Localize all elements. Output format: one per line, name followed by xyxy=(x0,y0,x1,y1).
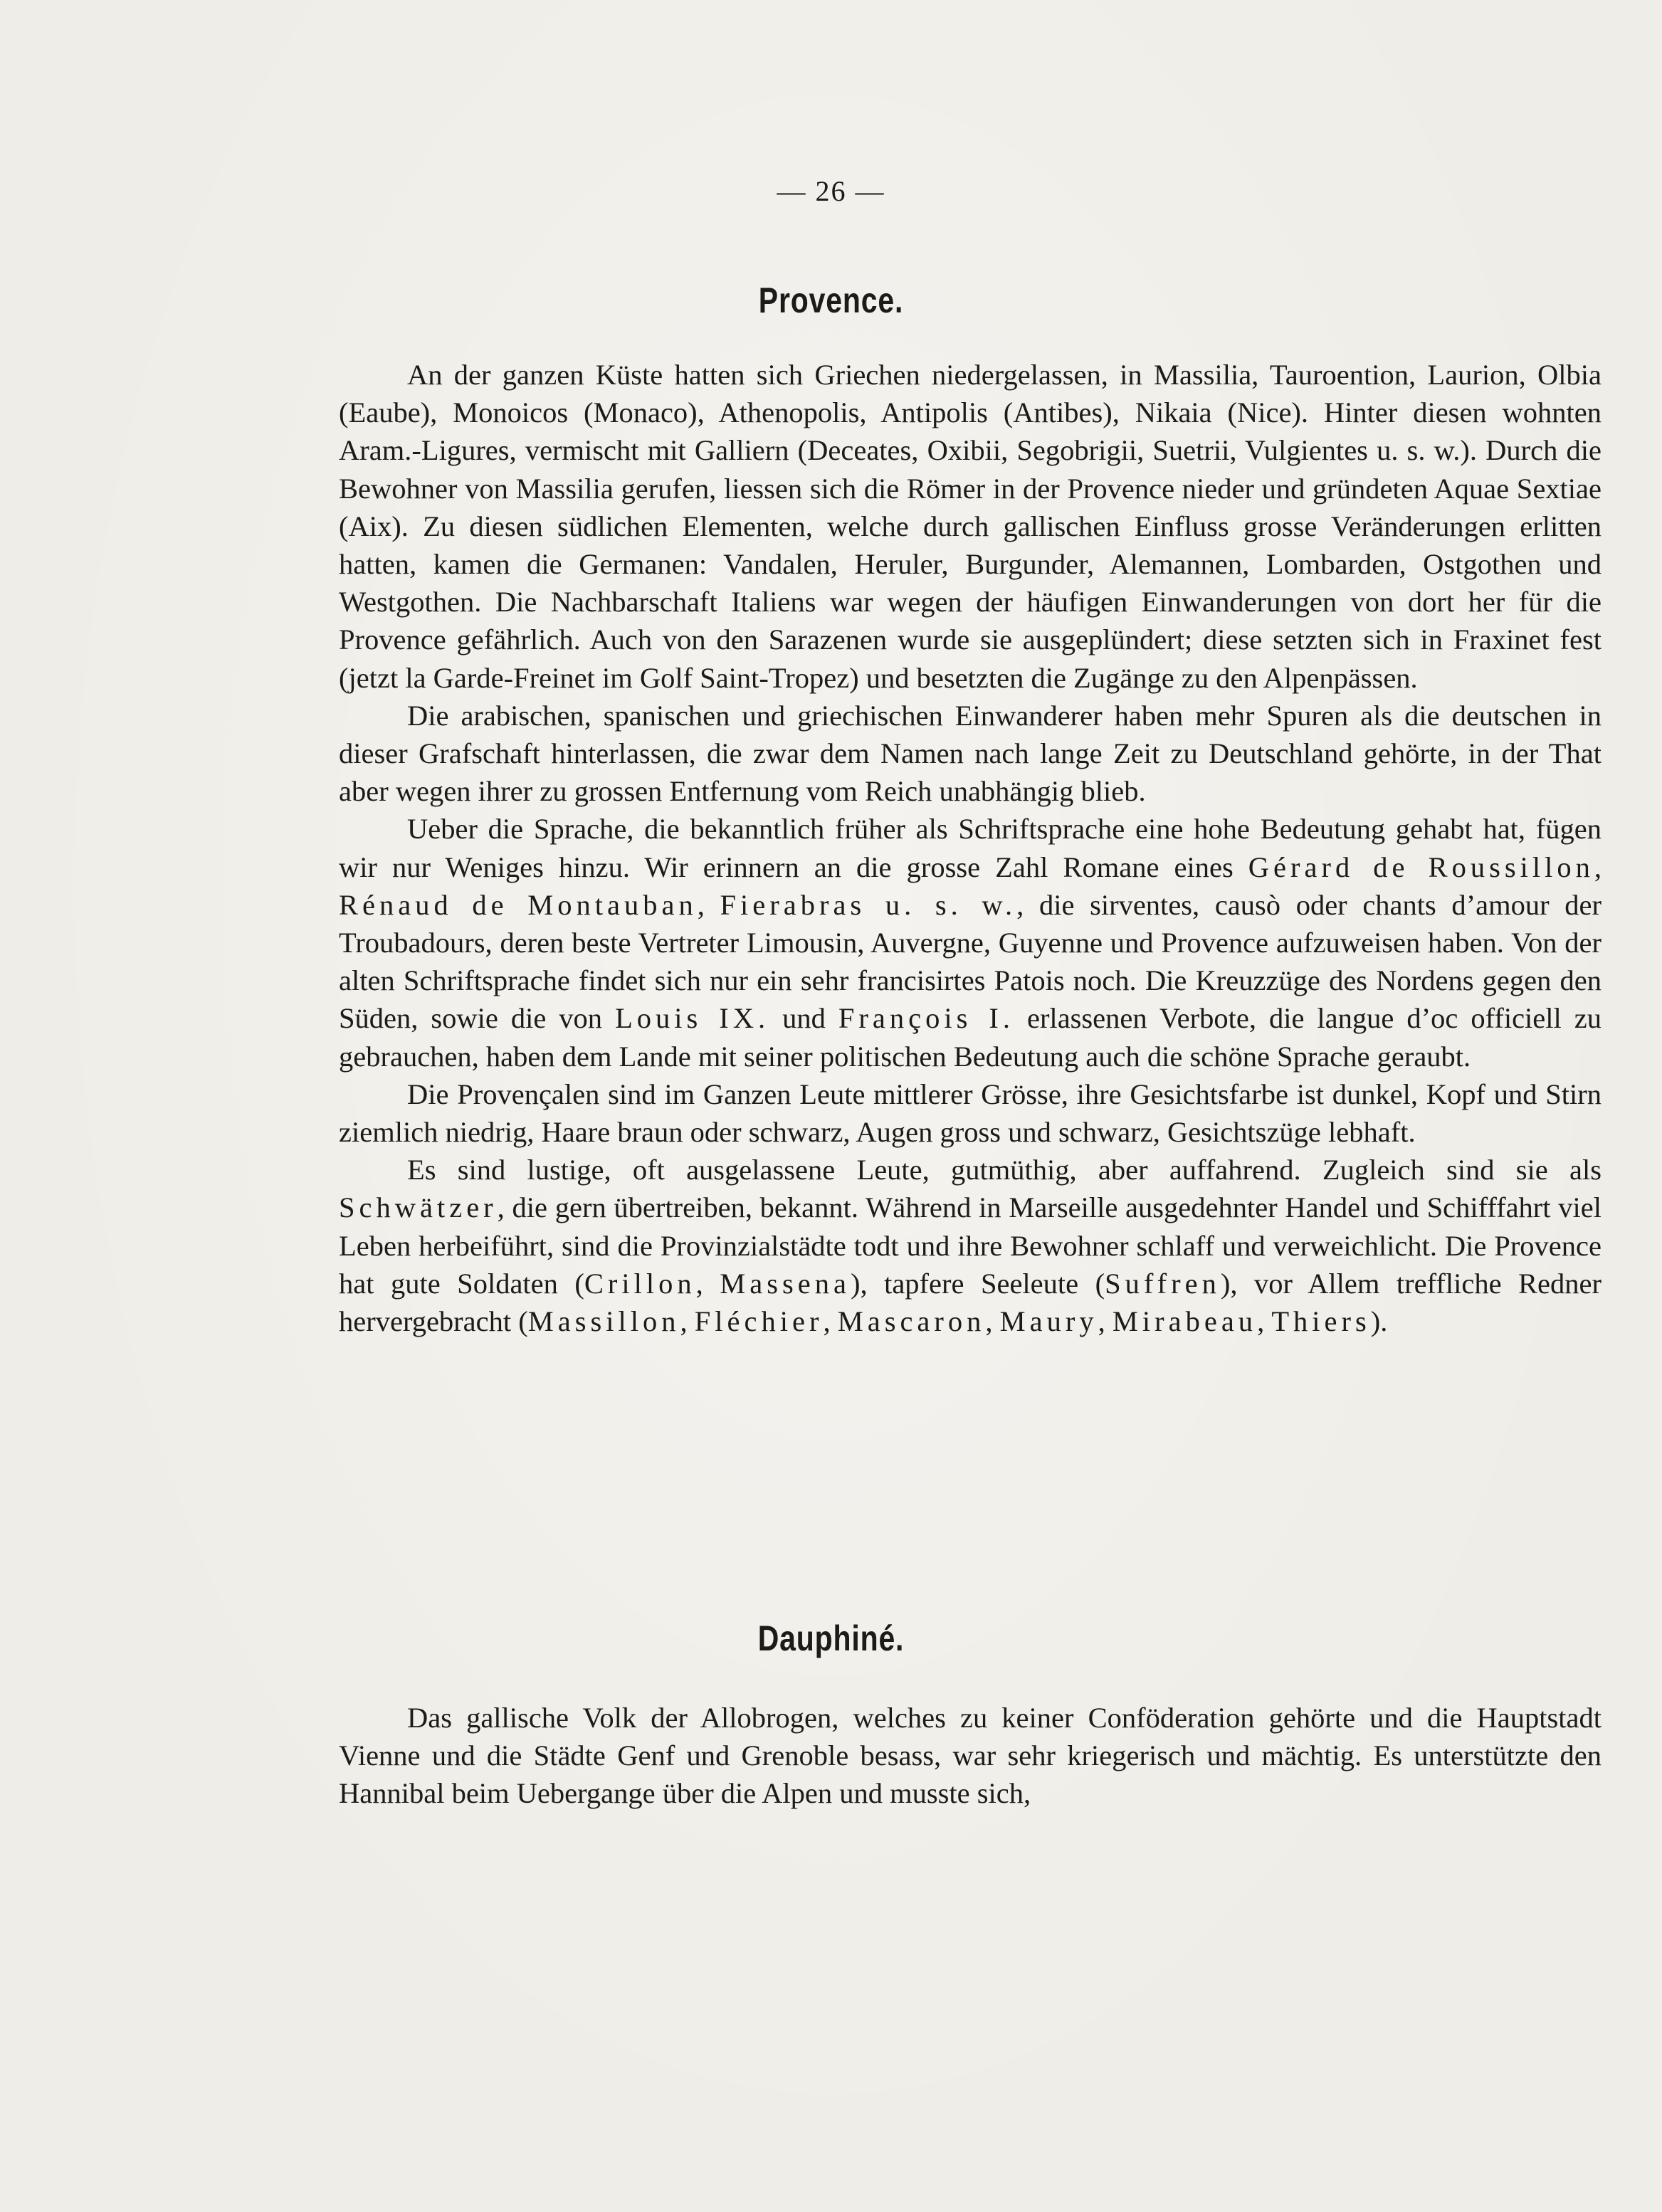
section-body-dauphine xyxy=(339,1699,1601,1813)
text-run: , die sirventes, causò oder chants d’amour der Troubadours, deren beste Vertreter Limousin, Auvergne, Guyenne und Provence aufzuweisen haben. Von der alten Schriftsprache findet sich nur ein sehr francisirtes Patois noch. Die Kreuzzüge des Nordens gegen den Süden, sowie die von xyxy=(339,888,1602,1035)
spaced-name: Gérard de Roussillon xyxy=(1248,850,1594,883)
spaced-name: Mascaron xyxy=(837,1305,986,1338)
text-run: , xyxy=(823,1305,838,1338)
spaced-name: Fléchier xyxy=(694,1305,824,1338)
paragraph: Die Provençalen sind im Ganzen Leute mittlerer Grösse, ihre Gesichtsfarbe ist dunkel, Kopf und Stirn ziemlich niedrig, Haare braun oder schwarz, Augen gross und schwarz, Gesichtszüge lebhaft. xyxy=(339,1078,1601,1149)
paragraph: An der ganzen Küste hatten sich Griechen niedergelassen, in Massilia, Tauroention, Laurion, Olbia (Eaube), Monoicos (Monaco), Athenopolis, Antipolis (Antibes), Nikaia (Nice). Hinter diesen wohnten Aram.-Ligures, vermischt mit Galliern (Deceates, Oxibii, Segobrigii, Suetrii, Vulgientes u. s. w.). Durch die Bewohner von Massilia gerufen, liessen sich die Römer in der Provence nieder und gründeten Aquae Sextiae (Aix). Zu diesen südlichen Elementen, welche durch gallischen Einfluss grosse Veränderungen erlitten hatten, kamen die Germanen: Vandalen, Heruler, Burgunder, Alemannen, Lombarden, Ostgothen und Westgothen. Die Nachbarschaft Italiens war wegen der häufigen Einwanderungen von dort her für die Provence gefährlich. Auch von den Sarazenen wurde sie ausgeplündert; diese setzten sich in Fraxinet fest (jetzt la Garde-Freinet im Golf Saint-Tropez) und besetzten die Zugänge zu den Alpenpässen. xyxy=(339,359,1601,694)
text-run: erlassenen Verbote, die langue d’oc officiell zu gebrauchen, haben dem Lande mit seiner politischen Bedeutung auch die schöne Sprache geraubt. xyxy=(339,1002,1601,1073)
spaced-name: Louis IX. xyxy=(615,1002,770,1035)
spaced-name: Suffren xyxy=(1105,1267,1221,1300)
paragraph: Die arabischen, spanischen und griechischen Einwanderer haben mehr Spuren als die deutschen in dieser Grafschaft hinterlassen, die zwar dem Namen nach lange Zeit zu Deutschland gehörte, in der That aber wegen ihrer zu grossen Entfernung vom Reich unabhängig blieb. xyxy=(339,699,1601,808)
spaced-name: Thiers xyxy=(1271,1305,1371,1338)
spaced-name: Maury xyxy=(999,1305,1098,1338)
page-number: — 26 — xyxy=(777,175,885,207)
text-run: , xyxy=(1257,1305,1272,1338)
text-run: ), vor Allem treffliche Redner hervergebracht ( xyxy=(339,1267,1601,1338)
section-body-provence xyxy=(339,356,1601,1340)
spaced-name: Massillon xyxy=(527,1305,680,1338)
paragraph xyxy=(339,1151,1601,1340)
text-run: Es sind lustige, oft ausgelassene Leute, gutmüthig, aber auffahrend. Zugleich sind sie als xyxy=(407,1154,1601,1186)
text-run: ), tapfere Seeleute ( xyxy=(850,1267,1105,1300)
spaced-name: Massena xyxy=(720,1267,851,1300)
spaced-name: François I. xyxy=(838,1002,1014,1035)
text-run: , xyxy=(697,888,720,921)
text-run: , die gern übertreiben, bekannt. Während in Marseille ausgedehnter Handel und Schifffahrt viel Leben herbeiführt, sind die Provinzialstädte todt und ihre Bewohner schlaff und verweichlicht. Die Provence hat gute Soldaten ( xyxy=(339,1191,1601,1300)
spaced-name: Crillon xyxy=(584,1267,696,1300)
paragraph: Das gallische Volk der Allobrogen, welches zu keiner Conföderation gehörte und die Hauptstadt Vienne und die Städte Genf und Grenoble besass, war sehr kriegerisch und mächtig. Es unterstützte den Hannibal beim Uebergange über die Alpen und musste sich, xyxy=(339,1702,1601,1810)
text-run: und xyxy=(769,1002,838,1035)
paragraph xyxy=(339,810,1601,1075)
text-run: , xyxy=(1098,1305,1113,1338)
spaced-name: Rénaud de Montauban xyxy=(339,888,698,921)
text-run: Ueber die Sprache, die bekanntlich früher als Schriftsprache eine hohe Bedeutung gehabt hat, fügen wir nur Weniges hinzu. Wir erinnern an die grosse Zahl Romane eines xyxy=(339,813,1601,883)
text-run: , xyxy=(695,1267,720,1300)
section-heading-provence: Provence. xyxy=(758,280,904,320)
text-run: , xyxy=(1594,850,1601,883)
section-heading-dauphine: Dauphiné. xyxy=(757,1618,905,1658)
spaced-word: Schwätzer xyxy=(339,1191,498,1224)
text-run: , xyxy=(985,1305,1000,1338)
text-run: , xyxy=(680,1305,695,1338)
text-run: ). xyxy=(1370,1305,1388,1338)
spaced-name: Fierabras u. s. w. xyxy=(720,888,1017,921)
spaced-name: Mirabeau xyxy=(1112,1305,1258,1338)
